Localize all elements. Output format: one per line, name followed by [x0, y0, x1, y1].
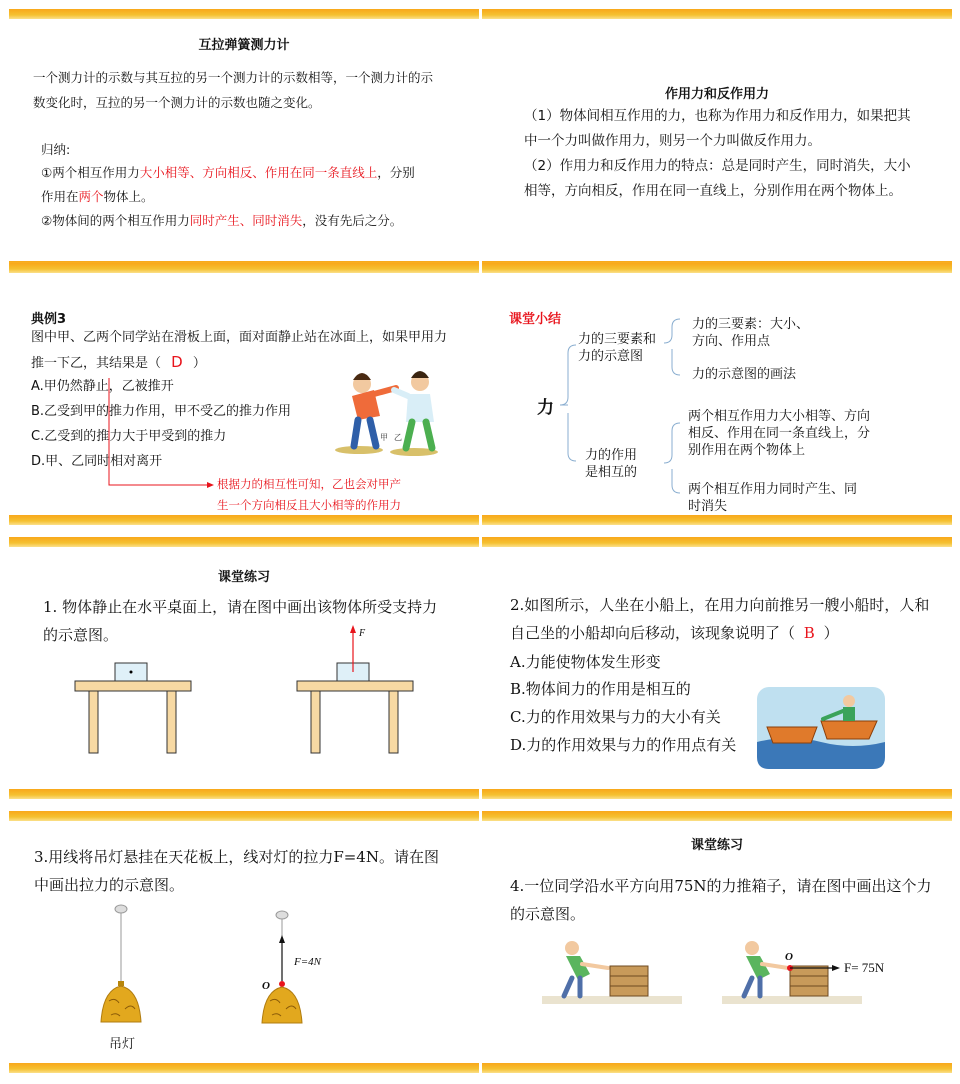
lamp-right [262, 911, 322, 1023]
slide-6 [482, 537, 952, 799]
slide-top-bar [9, 811, 479, 821]
slide-7 [9, 811, 479, 1073]
option-a: A.力能使物体发生形变 [510, 653, 661, 671]
question-close: ） [823, 624, 839, 642]
force-label: F [359, 628, 366, 639]
slide-bottom-bar [482, 1063, 952, 1073]
slide-bottom-bar [9, 789, 479, 799]
paragraph-2: （2）作用力和反作用力的特点：总是同时产生，同时消失，大小相等，方向相反，作用在同一直线上，分别作用在两个物体上。 [524, 158, 911, 199]
slide-title: 课堂练习 [217, 570, 270, 585]
label-jia: 甲 [380, 433, 388, 442]
slide-8 [482, 811, 952, 1073]
question [510, 591, 940, 647]
slide-5 [9, 537, 479, 799]
example-heading: 典例3 [31, 312, 67, 327]
text: ②物体间的两个相互作用力 [41, 213, 190, 228]
slide-2 [482, 9, 952, 271]
point-o: O [262, 980, 270, 992]
option-d: D.力的作用效果与力的作用点有关 [510, 736, 737, 754]
table-left [75, 663, 191, 753]
slide-top-bar [9, 537, 479, 547]
force-label: F=4N [294, 956, 321, 968]
answer: D [171, 353, 183, 371]
slide-bottom-bar [9, 515, 479, 525]
summary-line-2 [41, 184, 154, 209]
scene-right [722, 941, 885, 1004]
slide-title: 作用力和反作用力 [664, 87, 769, 102]
note-text: 根据力的相互性可知，乙也会对甲产生一个方向相反且大小相等的作用力 [217, 477, 401, 512]
mind-map-leaf-3: 两个相互作用力大小相等、方向相反、作用在同一条直线上，分别作用在两个物体上 [688, 409, 871, 458]
option-b: B.乙受到甲的推力作用，甲不受乙的推力作用 [31, 404, 292, 419]
skateboard-kids-illustration [324, 368, 449, 463]
summary-line-3 [41, 208, 402, 233]
option-a: A.甲仍然静止，乙被推开 [31, 379, 174, 394]
option-c: C.力的作用效果与力的大小有关 [510, 708, 721, 726]
boat-illustration [757, 687, 885, 769]
slide-title: 课堂练习 [690, 838, 743, 853]
mind-map-branch-2: 力的作用是相互的 [585, 448, 638, 480]
slide-top-bar [482, 811, 952, 821]
force-label: F= 75N [844, 960, 885, 975]
question: 3.用线将吊灯悬挂在天花板上，线对灯的拉力F=4N。请在图中画出拉力的示意图。 [34, 848, 439, 894]
text: 作用在 [41, 189, 79, 204]
highlight-text: 大小相等、方向相反、作用在同一条直线上 [139, 165, 378, 180]
lamp-left [101, 905, 141, 1022]
mind-map-leaf-1: 力的三要素：大小、方向、作用点 [692, 317, 810, 349]
paragraph-1: （1）物体间相互作用的力，也称为作用力和反作用力，如果把其中一个力叫做作用力，则另一个力叫做反作用力。 [524, 108, 911, 149]
point-o: O [785, 951, 793, 963]
scene-left [542, 941, 682, 1004]
slide-bottom-bar [9, 1063, 479, 1073]
slide-top-bar [9, 9, 479, 19]
mind-map-leaf-4: 两个相互作用力同时产生、同时消失 [688, 482, 858, 514]
slide-4 [482, 263, 952, 525]
slide-title: 互拉弹簧测力计 [198, 38, 290, 53]
question-close: ） [192, 356, 206, 371]
mind-map-root: 力 [537, 398, 554, 418]
option-b: B.物体间力的作用是相互的 [510, 680, 691, 698]
summary-line-1 [41, 160, 441, 185]
text: ，分别 [377, 165, 415, 180]
text: 物体上。 [103, 189, 154, 204]
mind-map-leaf-2: 力的示意图的画法 [692, 367, 797, 382]
table-right [297, 625, 413, 753]
text: ，没有先后之分。 [302, 213, 403, 228]
summary-label: 归纳: [41, 142, 71, 157]
slide-3 [9, 263, 479, 525]
slide-bottom-bar [482, 789, 952, 799]
question-text: 2.如图所示，人坐在小船上，在用力向前推另一艘小船时，人和自己坐的小船却向后移动，该现象说明了（ [510, 596, 930, 642]
slide-top-bar [482, 537, 952, 547]
slide-bottom-bar [482, 515, 952, 525]
question: 4.一位同学沿水平方向用75N的力推箱子，请在图中画出这个力的示意图。 [510, 877, 932, 923]
label-yi: 乙 [394, 433, 402, 442]
slide-title: 课堂小结 [509, 312, 562, 327]
highlight-text: 同时产生、同时消失 [189, 213, 303, 228]
highlight-text: 两个 [78, 189, 104, 204]
push-box-figure [542, 936, 922, 1016]
answer: B [803, 624, 815, 642]
question: 1. 物体静止在水平桌面上，请在图中画出该物体所受支持力的示意图。 [43, 598, 438, 644]
lamp-caption: 吊灯 [109, 1037, 136, 1052]
slide-1 [9, 9, 479, 271]
question-text: 图中甲、乙两个同学站在滑板上面，面对面静止站在冰面上，如果甲用力推一下乙，其结果是（ [31, 330, 448, 371]
slide-top-bar [482, 9, 952, 19]
mind-map-branch-1: 力的三要素和力的示意图 [578, 332, 657, 364]
text: ①两个相互作用力 [41, 165, 140, 180]
lamps-figure [89, 901, 329, 1041]
option-d: D.甲、乙同时相对离开 [31, 454, 163, 469]
tables-figure [69, 617, 429, 757]
option-c: C.乙受到的推力大于甲受到的推力 [31, 429, 227, 444]
paragraph: 一个测力计的示数与其互拉的另一个测力计的示数相等，一个测力计的示数变化时，互拉的另一个测力计的示数也随之变化。 [33, 70, 434, 110]
